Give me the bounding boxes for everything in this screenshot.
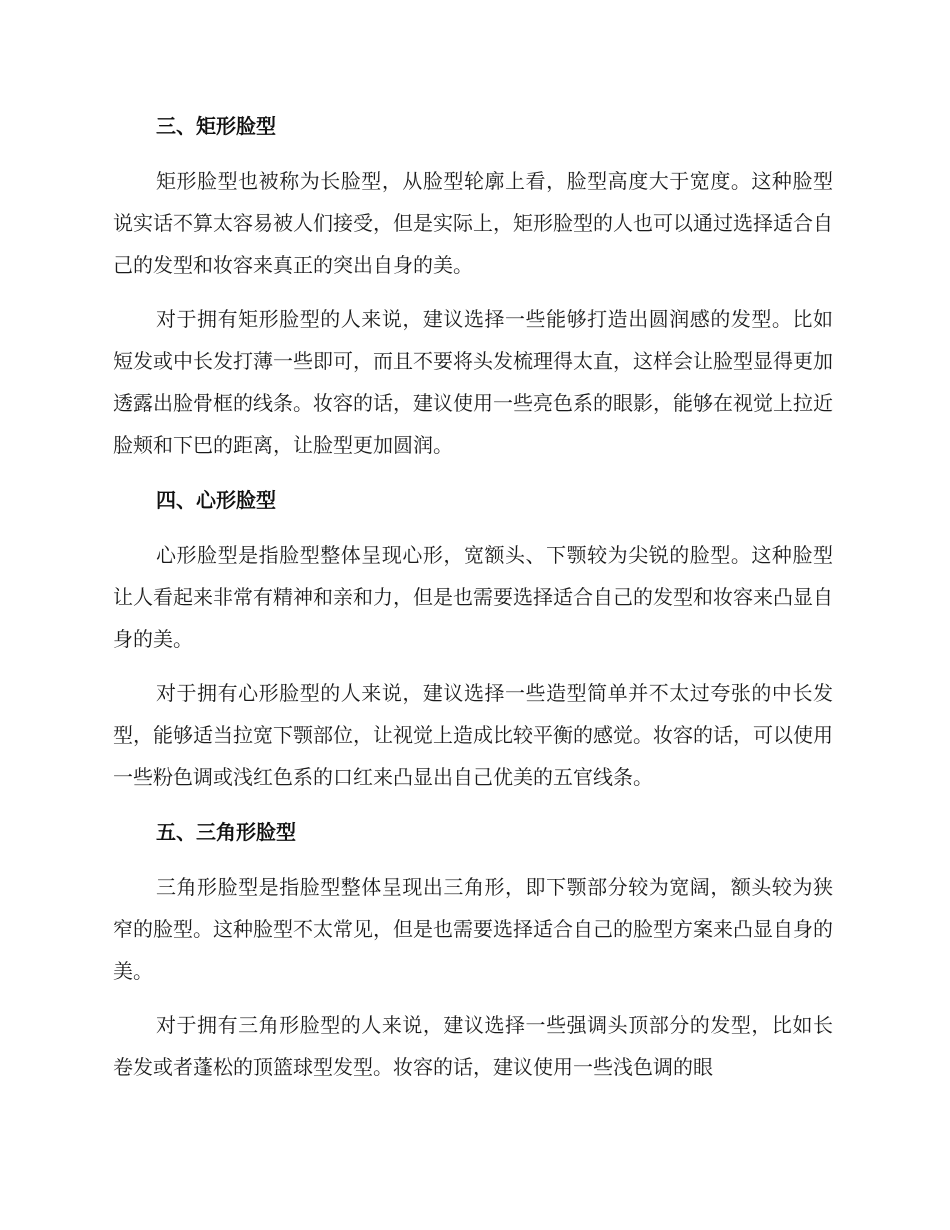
paragraph-triangle-advice: 对于拥有三角形脸型的人来说，建议选择一些强调头顶部分的发型，比如长卷发或者蓬松的顶篮球型发型。妆容的话，建议使用一些浅色调的眼 xyxy=(113,1013,833,1079)
paragraph-heart-advice: 对于拥有心形脸型的人来说，建议选择一些造型简单并不太过夸张的中长发型，能够适当拉宽下颚部位，让视觉上造成比较平衡的感觉。妆容的话，可以使用一些粉色调或浅红色系的口红来凸显出自己优美的五官线条。 xyxy=(113,681,833,789)
paragraph-triangle-intro: 三角形脸型是指脸型整体呈现出三角形，即下颚部分较为宽阔，额头较为狭窄的脸型。这种脸型不太常见，但是也需要选择适合自己的脸型方案来凸显自身的美。 xyxy=(113,875,833,983)
section-heading-heart-face: 四、心形脸型 xyxy=(156,488,276,512)
paragraph-rectangle-advice: 对于拥有矩形脸型的人来说，建议选择一些能够打造出圆润感的发型。比如短发或中长发打薄一些即可，而且不要将头发梳理得太直，这样会让脸型显得更加透露出脸骨框的线条。妆容的话，建议使用一些亮色系的眼影，能够在视觉上拉近脸颊和下巴的距离，让脸型更加圆润。 xyxy=(113,307,833,457)
document-body xyxy=(113,104,833,1088)
section-heading-triangle-face: 五、三角形脸型 xyxy=(156,820,296,844)
section-heading-rectangle-face: 三、矩形脸型 xyxy=(156,114,276,138)
paragraph-heart-intro: 心形脸型是指脸型整体呈现心形，宽额头、下颚较为尖锐的脸型。这种脸型让人看起来非常有精神和亲和力，但是也需要选择适合自己的发型和妆容来凸显自身的美。 xyxy=(113,543,833,651)
paragraph-rectangle-intro: 矩形脸型也被称为长脸型，从脸型轮廓上看，脸型高度大于宽度。这种脸型说实话不算太容易被人们接受，但是实际上，矩形脸型的人也可以通过选择适合自己的发型和妆容来真正的突出自身的美。 xyxy=(113,169,833,277)
